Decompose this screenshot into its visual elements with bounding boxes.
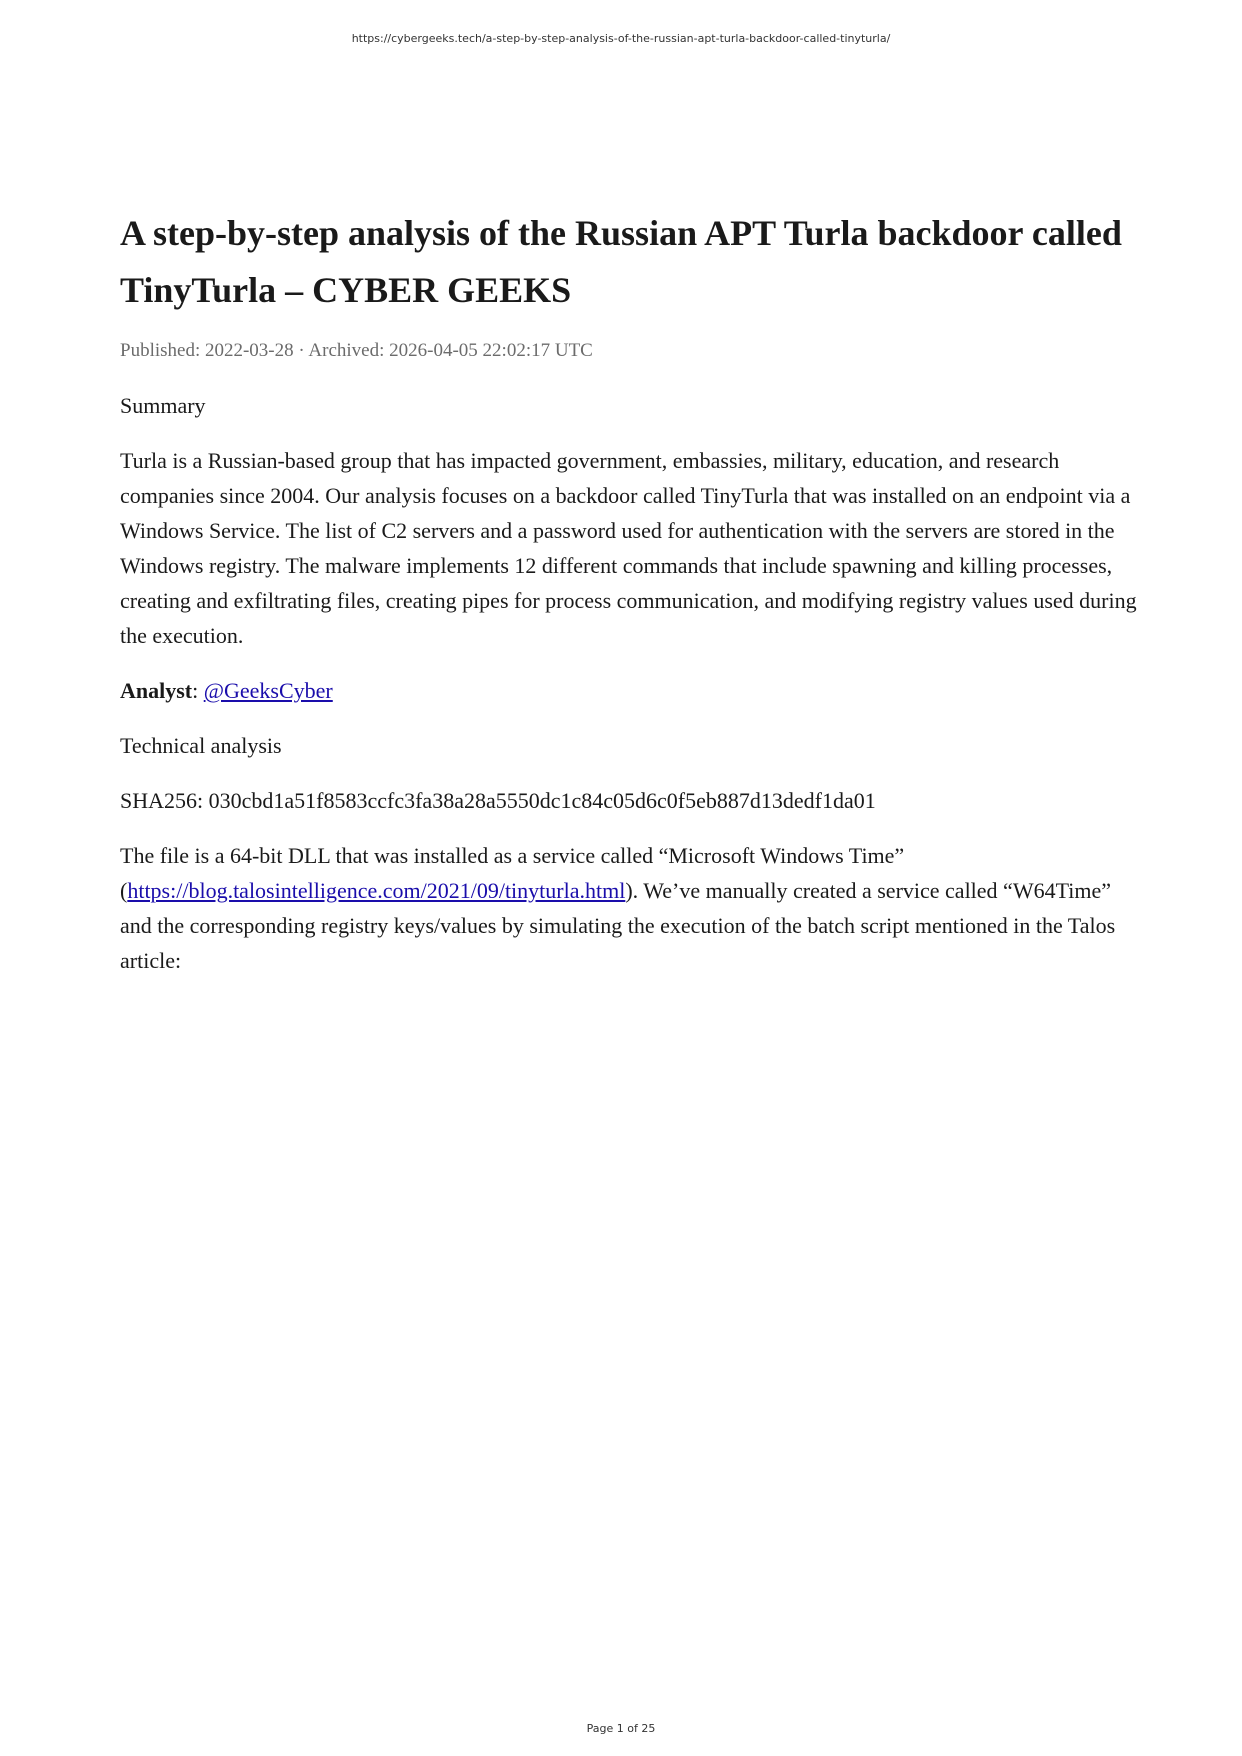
technical-analysis-heading: Technical analysis <box>120 733 282 758</box>
file-text-part-2: ). We’ve manually created a service called “W64Time” and the corresponding registry keys/values by simulating the execution of the batch script mentioned in the Talos article: <box>120 878 1116 973</box>
analyst-separator: : <box>192 678 204 703</box>
publish-meta: Published: 2022-03-28 · Archived: 2026-04-05 22:02:17 UTC <box>120 340 593 361</box>
analyst-label: Analyst <box>120 678 193 703</box>
file-description-paragraph <box>120 838 1140 978</box>
file-text-part-1: The file is a 64-bit DLL that was installed as a service called “Microsoft Windows Time” ( <box>120 843 905 903</box>
talos-link[interactable]: https://blog.talosintelligence.com/2021/09/tinyturla.html <box>127 878 626 903</box>
summary-paragraph: Turla is a Russian-based group that has impacted government, embassies, military, education, and research companies since 2004. Our analysis focuses on a backdoor called TinyTurla that was installed on an endpoint via a Windows Service. The list of C2 servers and a password used for authentication with the servers are stored in the Windows registry. The malware implements 12 different commands that include spawning and killing processes, creating and exfiltrating files, creating pipes for process communication, and modifying registry values used during the execution. <box>120 448 1137 648</box>
article-title: A step-by-step analysis of the Russian APT Turla backdoor called TinyTurla – CYBER GEEKS <box>120 213 1122 310</box>
page-url-header: https://cybergeeks.tech/a-step-by-step-analysis-of-the-russian-apt-turla-backdoor-called-tinyturla/ <box>351 32 891 45</box>
sha256-line: SHA256: 030cbd1a51f8583ccfc3fa38a28a5550dc1c84c05d6c0f5eb887d13dedf1da01 <box>120 788 876 813</box>
article-content <box>120 205 1140 998</box>
summary-heading: Summary <box>120 393 206 418</box>
analyst-line <box>120 673 1140 708</box>
page-number: Page 1 of 25 <box>586 1722 656 1735</box>
analyst-link[interactable]: @GeeksCyber <box>203 678 333 703</box>
